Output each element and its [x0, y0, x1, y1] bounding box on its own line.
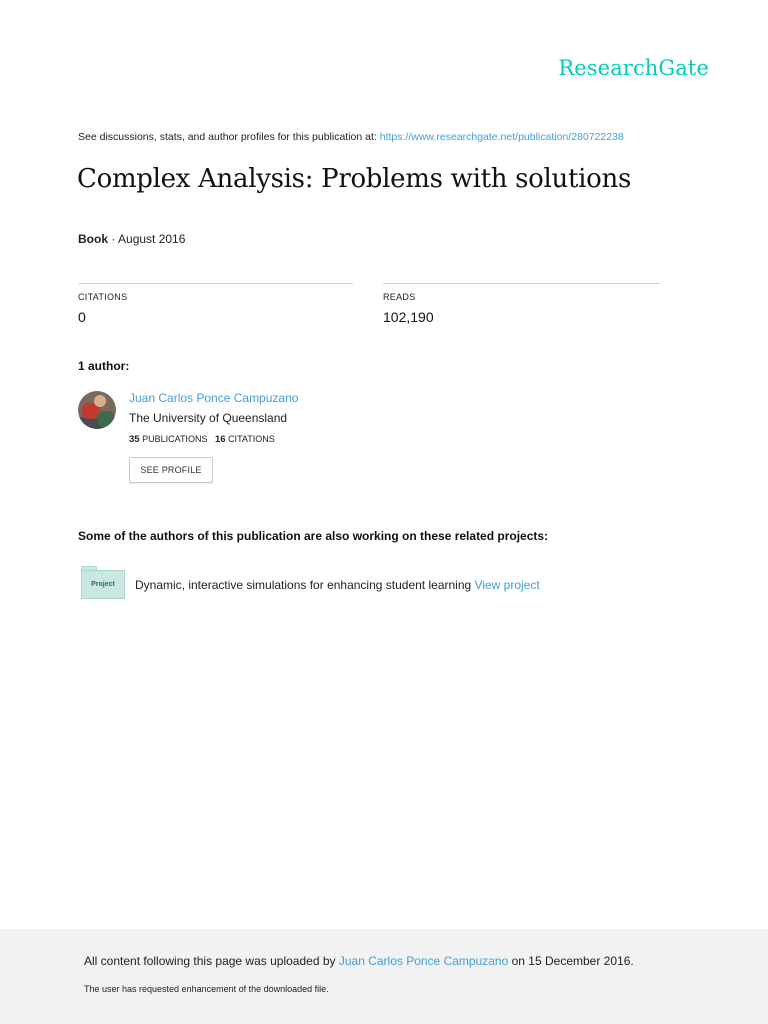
uploader-link[interactable]: Juan Carlos Ponce Campuzano	[338, 954, 509, 968]
reads-divider	[383, 283, 660, 284]
reads-label: READS	[383, 292, 416, 302]
enhancement-note: The user has requested enhancement of the downloaded file.	[84, 984, 329, 994]
citations-label: CITATIONS	[78, 292, 128, 302]
author-institution: The University of Queensland	[129, 411, 288, 425]
author-publications-count: 35	[129, 434, 140, 445]
author-avatar[interactable]	[78, 391, 116, 429]
discussion-notice-text: See discussions, stats, and author profiles for this publication at:	[78, 131, 380, 143]
authors-heading: 1 author:	[78, 359, 130, 373]
project-title: Dynamic, interactive simulations for enhancing student learning	[135, 578, 472, 592]
related-projects-heading: Some of the authors of this publication are also working on these related projects:	[78, 529, 549, 543]
footer-panel	[0, 929, 768, 1024]
see-profile-button[interactable]: SEE PROFILE	[129, 457, 213, 483]
author-citations-label: CITATIONS	[228, 434, 275, 444]
publication-title: Complex Analysis: Problems with solutions	[77, 164, 632, 194]
publication-meta	[78, 232, 185, 246]
upload-notice-suffix: on 15 December 2016.	[508, 954, 634, 968]
citations-value: 0	[78, 309, 86, 325]
reads-value: 102,190	[383, 309, 434, 325]
researchgate-logo[interactable]: ResearchGate	[558, 56, 709, 80]
view-project-link[interactable]: View project	[474, 578, 540, 592]
meta-separator: ·	[108, 232, 119, 246]
author-name-link[interactable]: Juan Carlos Ponce Campuzano	[129, 391, 299, 405]
publication-url-link[interactable]: https://www.researchgate.net/publication/280722238	[379, 131, 624, 143]
upload-notice-prefix: All content following this page was uploaded by	[84, 954, 339, 968]
publication-type: Book	[78, 232, 108, 246]
project-folder-icon	[81, 566, 125, 599]
project-icon-label: Project	[81, 570, 125, 599]
citations-divider	[78, 283, 353, 284]
project-item	[135, 578, 540, 592]
discussion-notice	[78, 131, 624, 143]
upload-notice	[84, 954, 634, 968]
author-stats	[129, 434, 275, 445]
publication-date: August 2016	[118, 232, 186, 246]
author-citations-count: 16	[214, 434, 226, 445]
author-publications-label: PUBLICATIONS	[142, 434, 208, 444]
